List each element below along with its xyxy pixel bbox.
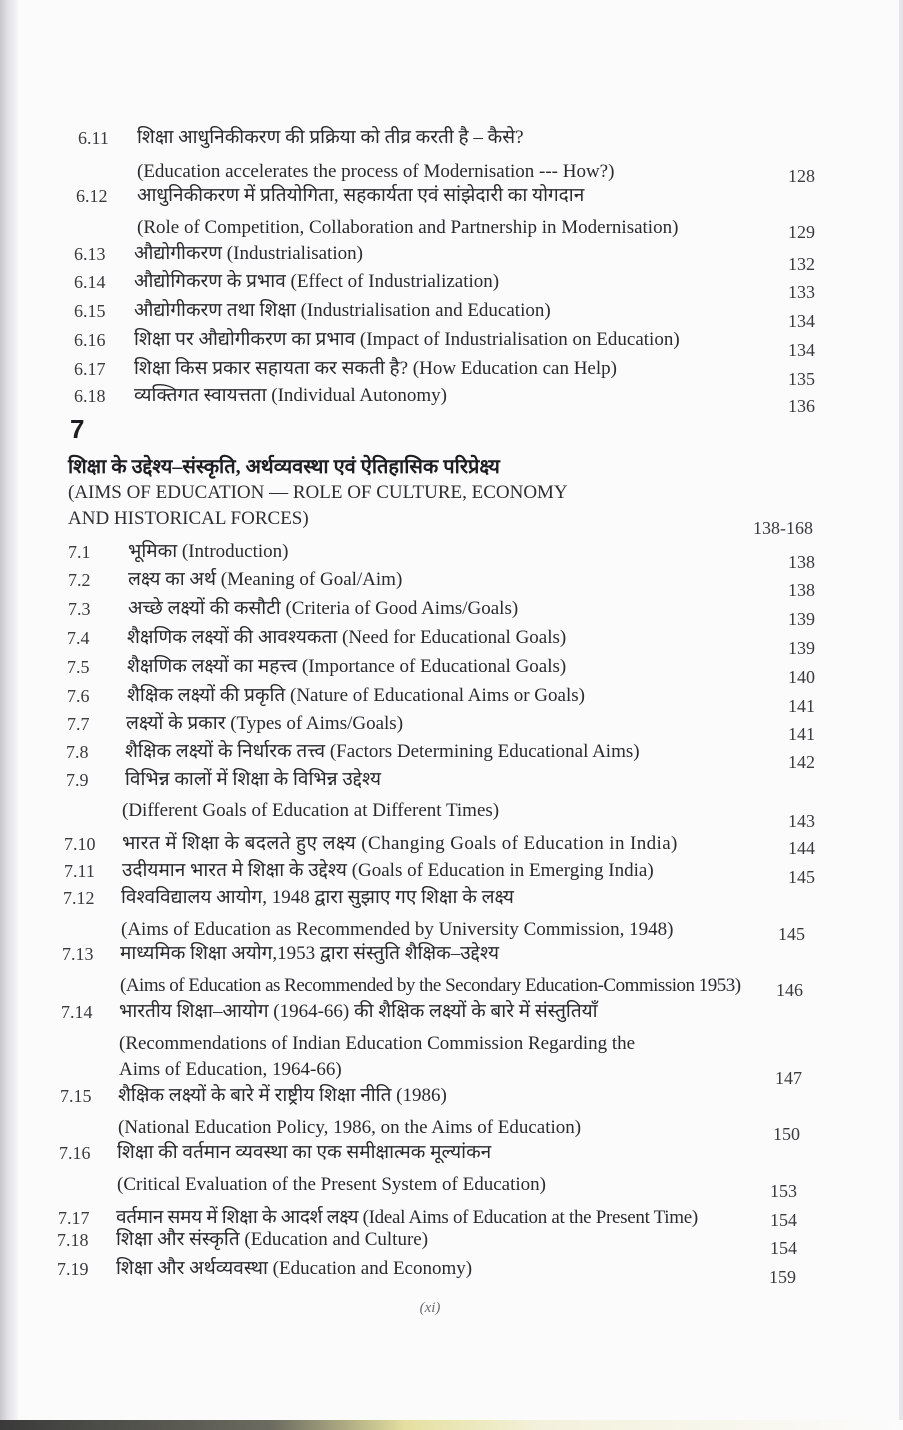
entry-title: औद्योगीकरण तथा शिक्षा (Industrialisation and Education): [134, 300, 551, 321]
toc-entry-7-11: [0, 857, 903, 885]
entry-title: लक्ष्यों के प्रकार (Types of Aims/Goals): [126, 713, 404, 734]
page-folio: (xi): [419, 1300, 441, 1316]
entry-title-english: (Different Goals of Education at Different Times): [122, 800, 500, 821]
entry-title-english: (Critical Evaluation of the Present System of Education): [117, 1174, 546, 1195]
chapter-title-english-line2: AND HISTORICAL FORCES): [68, 508, 309, 529]
entry-page: 141: [788, 724, 815, 744]
toc-entry-7-14-cont1: [0, 1030, 903, 1058]
entry-title-hindi: विश्वविद्यालय आयोग, 1948 द्वारा सुझाए गए शिक्षा के लक्ष्य: [121, 887, 514, 908]
entry-page: 129: [788, 222, 815, 242]
entry-title-english: Aims of Education, 1964-66): [119, 1059, 342, 1080]
entry-title-english: (Aims of Education as Recommended by the Secondary Education-Commission 1953): [120, 975, 741, 996]
entry-page: 140: [788, 667, 815, 687]
entry-number: 7.18: [57, 1230, 89, 1250]
entry-title-english: (Aims of Education as Recommended by University Commission, 1948): [121, 919, 674, 940]
toc-entry-7-5: [0, 653, 903, 687]
toc-entry-7-13-cont: [0, 972, 903, 1000]
toc-entry-6-16: [0, 326, 903, 360]
entry-number: 7.7: [67, 714, 90, 734]
entry-title: शैक्षिक लक्ष्यों के निर्धारक तत्त्व (Factors Determining Educational Aims): [125, 741, 640, 762]
entry-page: 128: [788, 166, 815, 186]
entry-title: औद्योगीकरण (Industrialisation): [134, 243, 363, 264]
entry-number: 6.12: [76, 186, 108, 206]
entry-number: 7.13: [62, 944, 94, 964]
entry-page: 136: [788, 396, 815, 416]
entry-title: शैक्षणिक लक्ष्यों की आवश्यकता (Need for Educational Goals): [127, 627, 567, 648]
entry-title: शैक्षणिक लक्ष्यों का महत्त्व (Importance of Educational Goals): [127, 656, 567, 677]
toc-entry-7-9-cont: [0, 797, 903, 831]
entry-page: 133: [788, 282, 815, 302]
entry-page: 132: [788, 254, 815, 274]
entry-number: 7.1: [68, 542, 91, 562]
entry-number: 7.3: [68, 599, 91, 619]
entry-page: 154: [770, 1210, 797, 1230]
entry-number: 7.17: [58, 1208, 90, 1228]
entry-number: 7.9: [66, 770, 89, 790]
entry-title: भूमिका (Introduction): [128, 541, 289, 562]
entry-title-english: (Role of Competition, Collaboration and Partnership in Modernisation): [137, 217, 679, 238]
entry-title: वर्तमान समय में शिक्षा के आदर्श लक्ष्य (Ideal Aims of Education at the Present Time): [116, 1207, 698, 1228]
toc-entry-7-14: [0, 998, 903, 1026]
entry-page: 159: [769, 1267, 796, 1287]
entry-title-hindi: आधुनिकीकरण में प्रतियोगिता, सहकार्यता एवं सांझेदारी का योगदान: [137, 185, 585, 206]
entry-number: 7.12: [63, 888, 95, 908]
entry-number: 7.6: [67, 686, 90, 706]
entry-page: 145: [778, 924, 805, 944]
toc-entry-7-3: [0, 595, 903, 629]
entry-title: शिक्षा पर औद्योगीकरण का प्रभाव (Impact of Industrialisation on Education): [134, 329, 680, 350]
entry-number: 7.8: [66, 742, 89, 762]
entry-page: 150: [773, 1124, 800, 1144]
entry-number: 7.19: [57, 1259, 89, 1279]
toc-entry-7-13: [0, 940, 903, 968]
chapter-title-english-line1: (AIMS OF EDUCATION — ROLE OF CULTURE, ECONOMY: [68, 482, 568, 503]
entry-page: 134: [788, 311, 815, 331]
entry-title-hindi: विभिन्न कालों में शिक्षा के विभिन्न उद्देश्य: [125, 769, 382, 790]
entry-title: व्यक्तिगत स्वायत्तता (Individual Autonomy): [134, 385, 447, 406]
entry-page: 145: [788, 867, 815, 887]
entry-page: 141: [788, 696, 815, 716]
entry-title-hindi: शिक्षा की वर्तमान व्यवस्था का एक समीक्षात्मक मूल्यांकन: [117, 1142, 492, 1163]
entry-page: 154: [770, 1238, 797, 1258]
entry-number: 6.16: [74, 330, 106, 350]
toc-entry-7-14-cont2: [0, 1056, 903, 1088]
toc-entry-7-6: [0, 682, 903, 716]
entry-title: अच्छे लक्ष्यों की कसौटी (Criteria of Good Aims/Goals): [128, 598, 519, 619]
entry-title: शिक्षा किस प्रकार सहायता कर सकती है? (How Education can Help): [134, 358, 617, 379]
entry-title: भारत में शिक्षा के बदलते हुए लक्ष्य (Changing Goals of Education in India): [122, 833, 678, 854]
entry-title: लक्ष्य का अर्थ (Meaning of Goal/Aim): [128, 569, 403, 590]
entry-page: 135: [788, 369, 815, 389]
entry-page: 142: [788, 752, 815, 772]
entry-number: 6.11: [78, 128, 109, 148]
entry-number: 7.16: [59, 1143, 91, 1163]
toc-entry-7-7: [0, 710, 903, 744]
entry-title: उदीयमान भारत मे शिक्षा के उद्देश्य (Goals of Education in Emerging India): [122, 860, 654, 881]
entry-page: 144: [788, 838, 815, 858]
entry-number: 7.15: [60, 1086, 92, 1106]
entry-title: शैक्षिक लक्ष्यों की प्रकृति (Nature of Educational Aims or Goals): [127, 685, 585, 706]
entry-number: 6.18: [74, 386, 106, 406]
entry-title-english: (National Education Policy, 1986, on the Aims of Education): [118, 1117, 582, 1138]
chapter-title-hindi: शिक्षा के उद्देश्य–संस्कृति, अर्थव्यवस्था एवं ऐतिहासिक परिप्रेक्ष्य: [68, 456, 500, 478]
toc-entry-7-15-cont: [0, 1114, 903, 1142]
toc-entry-7-10: [0, 830, 903, 858]
entry-number: 7.4: [67, 628, 90, 648]
toc-entry-6-17: [0, 355, 903, 389]
toc-entry-6-18: [0, 382, 903, 416]
toc-entry-7-16-cont: [0, 1171, 903, 1199]
toc-entry-7-18: [0, 1226, 903, 1258]
entry-title-hindi: शैक्षिक लक्ष्यों के बारे में राष्ट्रीय शिक्षा नीति (1986): [118, 1085, 447, 1106]
entry-title: शिक्षा और संस्कृति (Education and Culture): [116, 1229, 429, 1250]
toc-entry-7-4: [0, 624, 903, 658]
entry-page: 139: [788, 609, 815, 629]
entry-title-hindi: माध्यमिक शिक्षा अयोग,1953 द्वारा संस्तुति शैक्षिक–उद्देश्य: [120, 943, 499, 964]
toc-entry-7-15: [0, 1082, 903, 1110]
entry-page: 134: [788, 340, 815, 360]
toc-entry-7-1: [0, 538, 903, 572]
toc-entry-7-16: [0, 1139, 903, 1167]
chapter-page-range: 138-168: [753, 518, 813, 538]
toc-entry-6-11: [0, 124, 903, 152]
entry-title-hindi: भारतीय शिक्षा–आयोग (1964-66) की शैक्षिक लक्ष्यों के बारे में संस्तुतियाँ: [119, 1001, 598, 1022]
toc-entry-7-12: [0, 884, 903, 912]
entry-page: 139: [788, 638, 815, 658]
entry-number: 7.2: [68, 570, 91, 590]
entry-page: 138: [788, 552, 815, 572]
entry-number: 7.11: [64, 861, 95, 881]
entry-title-hindi: शिक्षा आधुनिकीकरण की प्रक्रिया को तीव्र करती है – कैसे?: [137, 127, 524, 148]
toc-entry-7-2: [0, 566, 903, 600]
toc-entry-7-19: [0, 1255, 903, 1287]
toc-entry-6-12-cont: [0, 214, 903, 242]
entry-page: 138: [788, 580, 815, 600]
entry-page: 147: [775, 1068, 802, 1088]
toc-entry-6-15: [0, 297, 903, 331]
entry-title: औद्योगिकरण के प्रभाव (Effect of Industrialization): [134, 271, 500, 292]
toc-entry-7-9: [0, 766, 903, 794]
entry-number: 7.14: [61, 1002, 93, 1022]
entry-title-english: (Recommendations of Indian Education Commission Regarding the: [119, 1033, 636, 1054]
toc-entry-6-14: [0, 268, 903, 302]
toc-entry-6-13: [0, 240, 903, 274]
entry-title: शिक्षा और अर्थव्यवस्था (Education and Economy): [116, 1258, 473, 1279]
entry-number: 7.5: [67, 657, 90, 677]
entry-page: 153: [770, 1181, 797, 1201]
entry-page: 143: [788, 811, 815, 831]
entry-number: 6.13: [74, 244, 106, 264]
entry-title-english: (Education accelerates the process of Modernisation --- How?): [137, 161, 615, 182]
entry-number: 6.14: [74, 272, 106, 292]
chapter-number: 7: [70, 414, 85, 444]
entry-number: 6.15: [74, 301, 106, 321]
entry-number: 7.10: [64, 834, 96, 854]
toc-entry-7-8: [0, 738, 903, 772]
entry-page: 146: [776, 980, 803, 1000]
entry-number: 6.17: [74, 359, 106, 379]
book-bottom-edge: [0, 1420, 903, 1430]
toc-entry-6-12: [0, 182, 903, 210]
